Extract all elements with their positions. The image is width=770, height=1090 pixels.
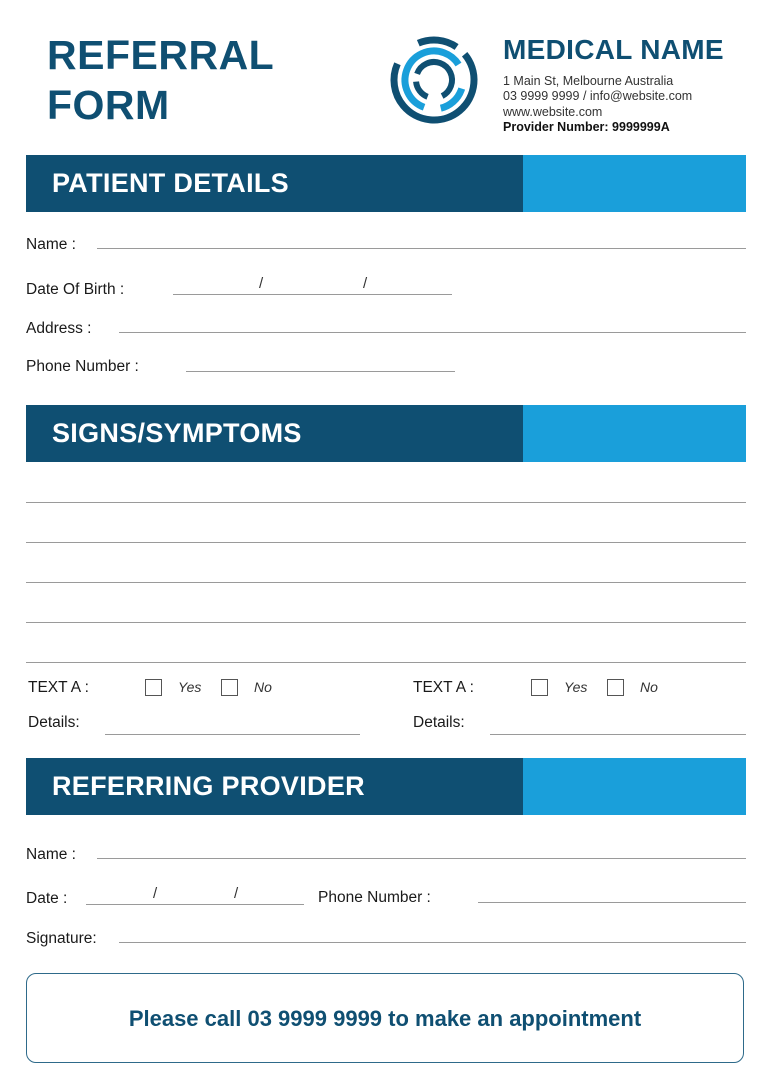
clinic-phone-email: 03 9999 9999 / info@website.com (503, 89, 693, 103)
no-checkbox-left[interactable] (221, 679, 238, 696)
provider-name-label: Name : (26, 846, 76, 863)
provider-number: Provider Number: 9999999A (503, 120, 670, 134)
symptoms-line-3[interactable] (26, 582, 746, 583)
symptoms-line-4[interactable] (26, 622, 746, 623)
date-separator-1: / (153, 885, 158, 902)
patient-dob-field[interactable] (173, 294, 452, 295)
appointment-call-text: Please call 03 9999 9999 to make an appointment (128, 1006, 642, 1031)
patient-name-field[interactable] (97, 248, 746, 249)
yes-label-right: Yes (564, 679, 588, 695)
symptoms-line-2[interactable] (26, 542, 746, 543)
patient-phone-label: Phone Number : (26, 358, 139, 375)
signature-label: Signature: (26, 930, 97, 947)
no-checkbox-right[interactable] (607, 679, 624, 696)
patient-address-field[interactable] (119, 332, 746, 333)
circular-rings-logo-icon (388, 31, 482, 129)
dob-separator-2: / (363, 275, 368, 292)
appointment-callout (26, 973, 744, 1063)
medical-name: MEDICAL NAME (503, 34, 724, 65)
dob-separator-1: / (259, 275, 264, 292)
details-label-right: Details: (413, 714, 465, 731)
patient-phone-field[interactable] (186, 371, 455, 372)
clinic-website: www.website.com (503, 105, 603, 119)
details-field-right[interactable] (490, 734, 746, 735)
symptoms-line-1[interactable] (26, 502, 746, 503)
patient-name-label: Name : (26, 236, 76, 253)
text-a-label-right: TEXT A : (413, 679, 474, 696)
form-title-line1: REFERRAL (47, 32, 275, 78)
yes-label-left: Yes (178, 679, 202, 695)
referring-provider-header (26, 758, 746, 815)
no-label-right: No (640, 679, 658, 695)
form-title (47, 30, 274, 130)
patient-details-title: PATIENT DETAILS (52, 168, 289, 198)
provider-phone-field[interactable] (478, 902, 746, 903)
text-a-label-left: TEXT A : (28, 679, 89, 696)
symptoms-line-5[interactable] (26, 662, 746, 663)
clinic-address: 1 Main St, Melbourne Australia (503, 74, 674, 88)
date-separator-2: / (234, 885, 239, 902)
no-label-left: No (254, 679, 272, 695)
provider-date-label: Date : (26, 890, 68, 907)
provider-phone-label: Phone Number : (318, 889, 431, 906)
form-title-line2: FORM (47, 82, 170, 128)
details-label-left: Details: (28, 714, 80, 731)
provider-date-field[interactable] (86, 904, 304, 905)
provider-name-field[interactable] (97, 858, 746, 859)
signature-field[interactable] (119, 942, 746, 943)
patient-details-header (26, 155, 746, 212)
signs-symptoms-header (26, 405, 746, 462)
yes-checkbox-left[interactable] (145, 679, 162, 696)
details-field-left[interactable] (105, 734, 360, 735)
signs-symptoms-title: SIGNS/SYMPTOMS (52, 418, 302, 448)
patient-address-label: Address : (26, 320, 92, 337)
referring-provider-title: REFERRING PROVIDER (52, 771, 365, 801)
patient-dob-label: Date Of Birth : (26, 281, 125, 298)
yes-checkbox-right[interactable] (531, 679, 548, 696)
